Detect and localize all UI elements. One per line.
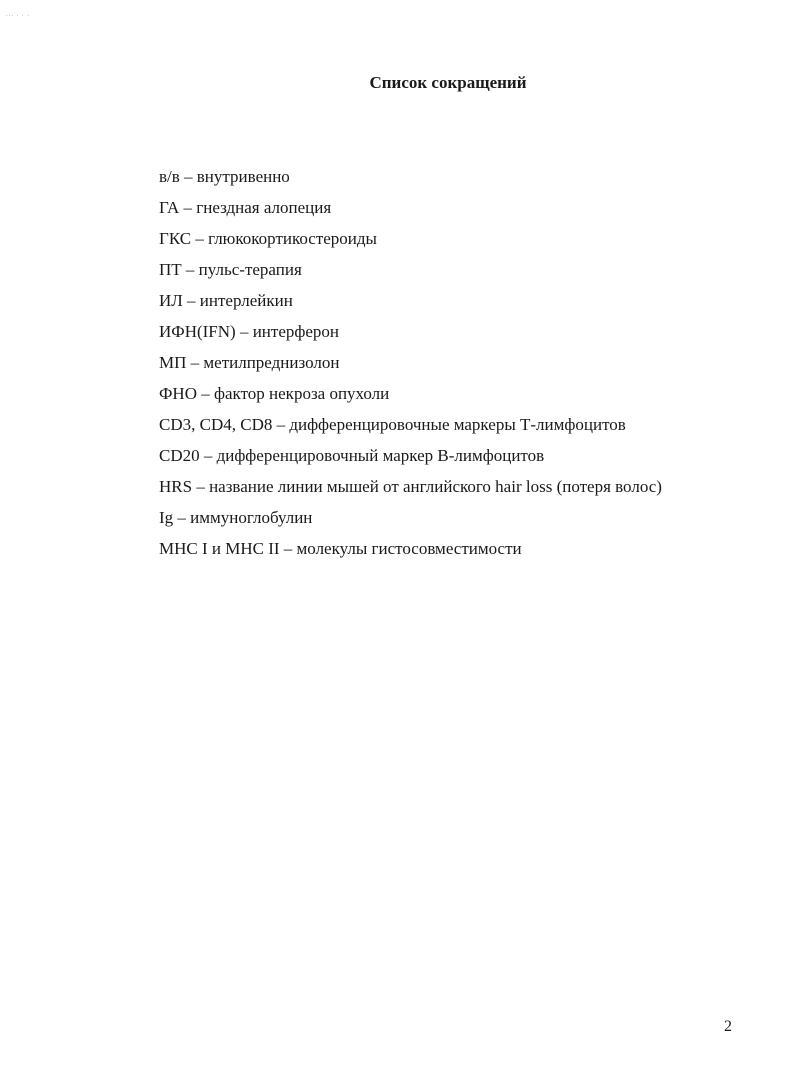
abbreviation-item: ИФН(IFN) – интерферон [159, 322, 340, 341]
abbreviation-item: МНС I и МНС II – молекулы гистосовместимости [159, 539, 522, 558]
abbreviation-item: ГКС – глюкокортикостероиды [159, 229, 377, 248]
page-number: 2 [724, 1018, 732, 1035]
page-title: Список сокращений [369, 73, 527, 92]
abbreviation-item: CD3, CD4, CD8 – дифференцировочные маркеры Т-лимфоцитов [159, 415, 626, 434]
abbreviation-item: МП – метилпреднизолон [159, 353, 340, 372]
scan-corner-mark: ... . . . [6, 12, 31, 18]
abbreviation-item: ФНО – фактор некроза опухоли [159, 384, 390, 403]
abbreviation-item: ПТ – пульс-терапия [159, 260, 302, 279]
abbreviation-item: HRS – название линии мышей от английского hair loss (потеря волос) [159, 477, 662, 496]
abbreviation-item: Ig – иммуноглобулин [159, 508, 313, 527]
abbreviation-list [159, 165, 662, 568]
abbreviation-item: ГА – гнездная алопеция [159, 198, 332, 217]
abbreviation-item: CD20 – дифференцировочный маркер В-лимфоцитов [159, 446, 545, 465]
abbreviation-item: в/в – внутривенно [159, 167, 290, 186]
abbreviation-item: ИЛ – интерлейкин [159, 291, 293, 310]
